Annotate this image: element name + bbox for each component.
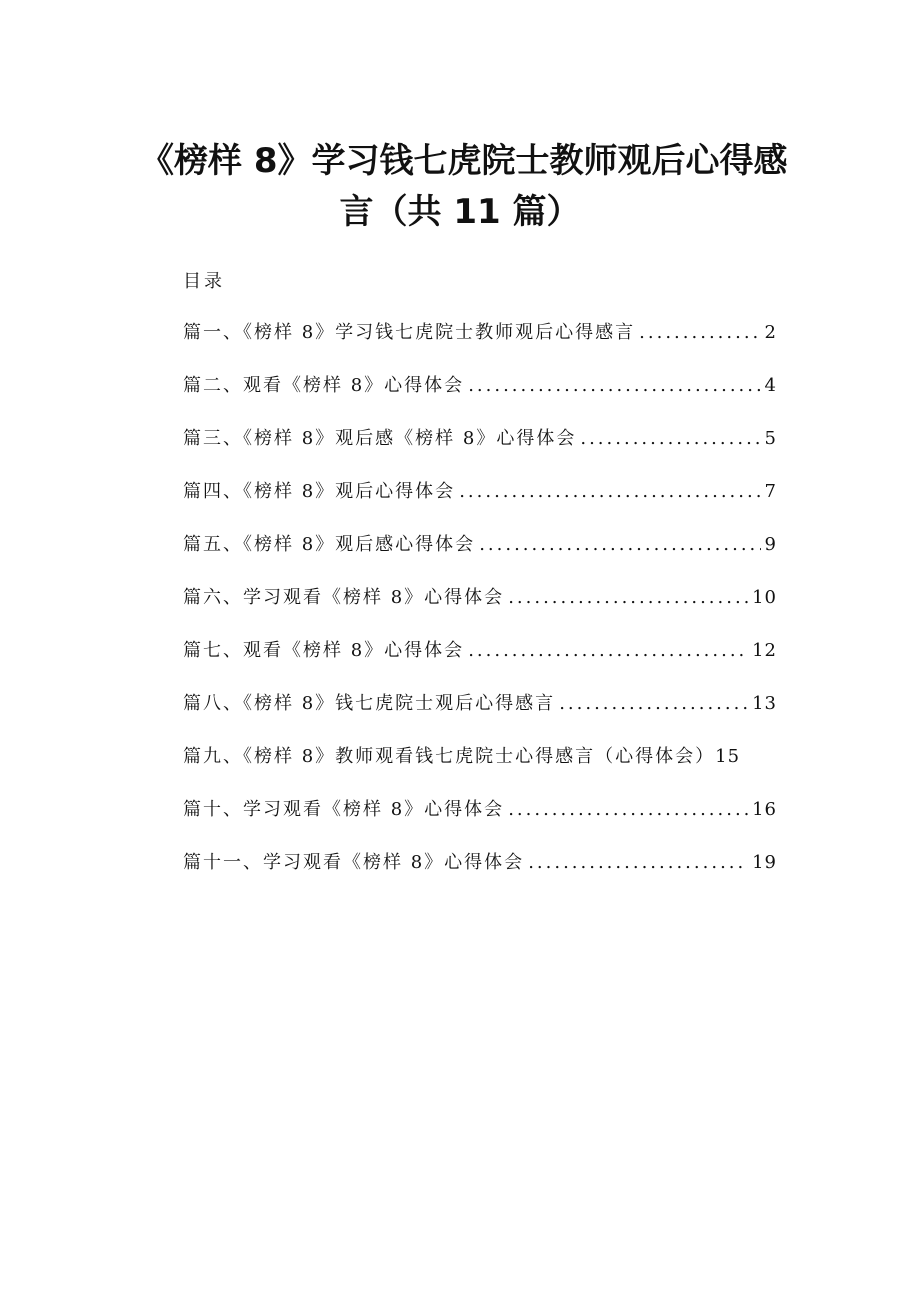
toc-entry-label: 篇八、《榜样 8》钱七虎院士观后心得感言 (183, 693, 556, 714)
toc-entry[interactable] (183, 425, 777, 478)
toc-page-number: 5 (764, 428, 777, 449)
toc-entry-label: 篇六、学习观看《榜样 8》心得体会 (183, 587, 505, 608)
toc-entry[interactable] (183, 796, 777, 849)
toc-entry[interactable] (183, 690, 777, 743)
toc-page-number: 9 (764, 534, 777, 555)
document-title (140, 136, 788, 238)
toc-entry-label: 篇十一、学习观看《榜样 8》心得体会 (183, 852, 525, 873)
toc-page-number: 4 (764, 375, 777, 396)
toc-page-number: 10 (752, 587, 777, 608)
toc-dot-leader (508, 584, 748, 612)
toc-entry[interactable] (183, 478, 777, 531)
toc-entry-label: 篇十、学习观看《榜样 8》心得体会 (183, 799, 505, 820)
toc-dot-leader (508, 796, 748, 824)
toc-entry[interactable] (183, 743, 777, 796)
toc-page-number: 19 (752, 852, 777, 873)
toc-heading: 目录 (183, 271, 225, 292)
toc-entry-label: 篇一、《榜样 8》学习钱七虎院士教师观后心得感言 (183, 322, 636, 343)
toc-dot-leader (528, 849, 748, 877)
toc-dot-leader (580, 425, 760, 453)
toc-dot-leader (468, 637, 748, 665)
toc-entry[interactable] (183, 637, 777, 690)
title-line-2: 言（共 11 篇） (339, 192, 581, 232)
toc-entry-label: 篇四、《榜样 8》观后心得体会 (183, 481, 456, 502)
table-of-contents (183, 319, 777, 902)
toc-dot-leader (479, 531, 760, 559)
toc-page-number: 7 (764, 481, 777, 502)
toc-dot-leader (459, 478, 760, 506)
toc-entry[interactable] (183, 849, 777, 902)
toc-page-number: 2 (764, 322, 777, 343)
toc-page-number: 15 (715, 746, 741, 767)
toc-entry-label: 篇九、《榜样 8》教师观看钱七虎院士心得感言（心得体会） (183, 746, 716, 767)
toc-entry-label: 篇五、《榜样 8》观后感心得体会 (183, 534, 476, 555)
toc-page-number: 16 (752, 799, 777, 820)
toc-dot-leader (559, 690, 748, 718)
toc-entry[interactable] (183, 584, 777, 637)
toc-entry[interactable] (183, 319, 777, 372)
toc-entry-label: 篇七、观看《榜样 8》心得体会 (183, 640, 465, 661)
toc-dot-leader (639, 319, 760, 347)
toc-dot-leader (468, 372, 760, 400)
toc-entry[interactable] (183, 372, 777, 425)
toc-entry-label: 篇三、《榜样 8》观后感《榜样 8》心得体会 (183, 428, 577, 449)
toc-entry[interactable] (183, 531, 777, 584)
toc-page-number: 12 (752, 640, 777, 661)
toc-page-number: 13 (752, 693, 777, 714)
title-line-1: 《榜样 8》学习钱七虎院士教师观后心得感 (140, 141, 788, 181)
toc-entry-label: 篇二、观看《榜样 8》心得体会 (183, 375, 465, 396)
